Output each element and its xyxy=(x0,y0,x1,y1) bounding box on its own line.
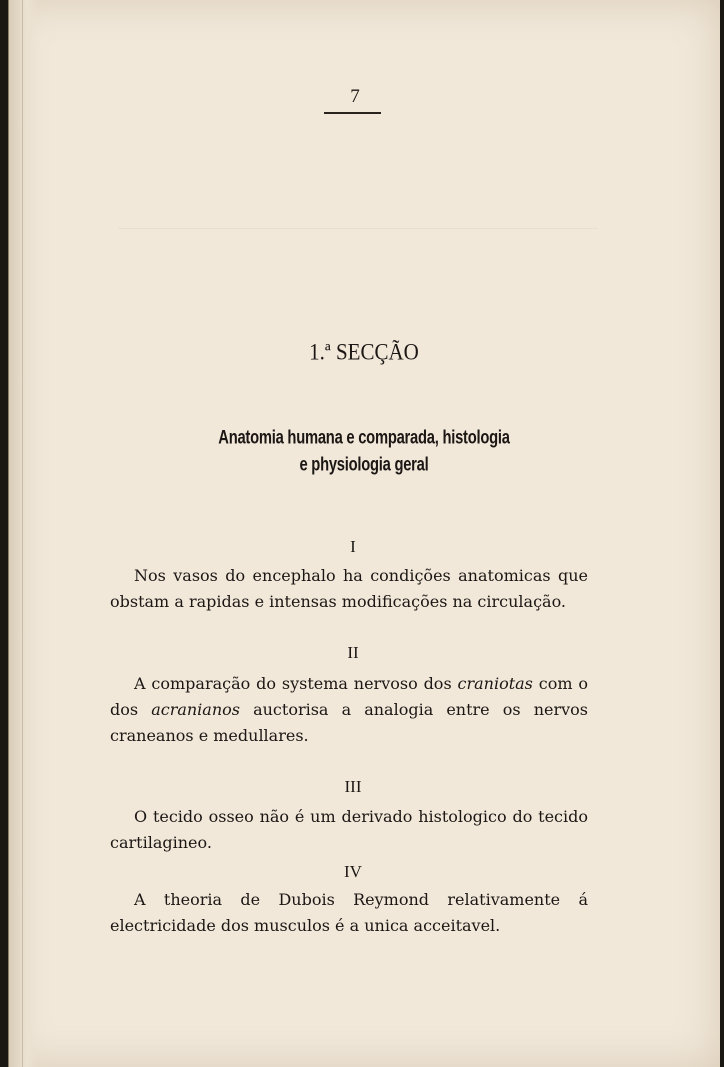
proposition-numeral-iv: IV xyxy=(344,862,362,881)
proposition-text-i xyxy=(110,563,588,615)
proposition-numeral-iii: III xyxy=(344,777,362,796)
subject-heading-line-1: Anatomia humana e comparada, histologia xyxy=(218,425,510,448)
proposition-ii-italic-1: craniotas xyxy=(457,674,533,693)
proposition-i-body: Nos vasos do encephalo ha condições anatomicas que obstam a rapidas e intensas modificações na circulação. xyxy=(110,566,588,611)
proposition-numeral-i: I xyxy=(350,537,356,556)
section-title: 1.ª SECÇÃO xyxy=(309,338,419,366)
gutter-line xyxy=(22,0,23,1067)
show-through-shadow xyxy=(118,188,598,229)
page-gutter xyxy=(8,0,39,1067)
subject-heading-line-2: e physiologia geral xyxy=(299,452,429,475)
page-number: 7 xyxy=(350,86,360,107)
proposition-numeral-ii: II xyxy=(347,643,359,662)
proposition-iv-body: A theoria de Dubois Reymond relativamente á electricidade dos musculos é a unica acceitavel. xyxy=(110,890,588,935)
proposition-ii-italic-2: acranianos xyxy=(151,700,240,719)
proposition-text-ii xyxy=(110,671,588,749)
proposition-text-iv xyxy=(110,887,588,939)
page-number-rule xyxy=(324,112,381,114)
book-page xyxy=(8,0,720,1067)
proposition-iii-body: O tecido osseo não é um derivado histologico do tecido cartilagineo. xyxy=(110,807,588,852)
proposition-ii-body-2: com o dos xyxy=(110,674,588,719)
proposition-ii-body-3: auctorisa a analogia entre os nervos craneanos e medullares. xyxy=(110,700,589,745)
proposition-ii-body-1: A comparação do systema nervoso dos xyxy=(134,674,458,693)
proposition-text-iii xyxy=(110,804,588,856)
